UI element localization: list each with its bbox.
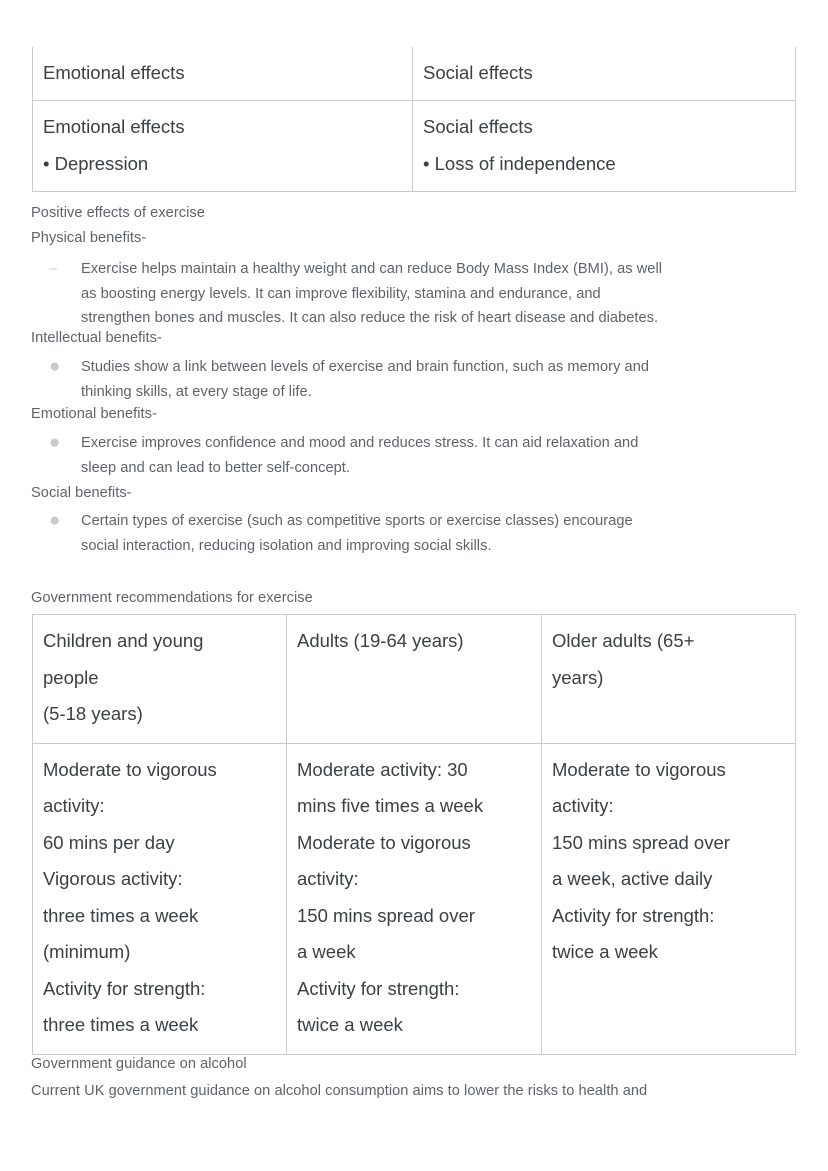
cell-line: • Depression [43,153,149,174]
list-item-line: Studies show a link between levels of exercise and brain function, such as memory and [81,359,650,375]
cell-line: 150 mins spread over [297,904,475,926]
cell-line: Adults (19-64 years) [297,630,464,651]
cell-line: Emotional effects [43,116,185,137]
list-item [49,431,784,480]
list-item [49,509,784,558]
cell-line: • Loss of independence [423,153,616,174]
cell-line: Activity for strength: [297,977,460,999]
cell-line: activity: [43,795,105,816]
social-benefits-label: Social benefits- [31,485,132,501]
list-item-text [81,509,784,558]
list-item-text [81,431,784,480]
table-cell [413,101,796,192]
table-header-row [33,615,796,744]
table-header-cell [287,615,542,744]
effects-of-inactivity-table [32,47,796,192]
list-item-line: sleep and can lead to better self-concept. [81,459,351,476]
cell-line: a week, active daily [552,868,713,889]
table-cell [33,47,413,101]
table-cell [33,743,287,1054]
cell-line: (5-18 years) [43,703,143,724]
cell-line: a week [297,941,356,962]
alcohol-guidance-heading: Government guidance on alcohol [31,1056,247,1072]
table-cell [33,101,413,192]
list-item-line: Exercise improves confidence and mood and reduces stress. It can aid relaxation and [81,435,639,451]
cell-line: Social effects [423,62,533,83]
cell-line: Emotional effects [43,62,185,83]
table-header-cell [33,615,287,744]
table-row [33,743,796,1054]
list-item-line: as boosting energy levels. It can improve flexibility, stamina and endurance, and [81,285,601,302]
cell-line: people [43,666,99,688]
list-item-text [81,257,784,331]
cell-line: 150 mins spread over [552,831,730,853]
cell-line: activity: [297,868,359,889]
cell-line: Moderate to vigorous [43,758,217,780]
emotional-benefits-label: Emotional benefits- [31,406,157,422]
cell-line: Vigorous activity: [43,868,183,889]
cell-line: Older adults (65+ [552,630,695,651]
table-header-cell [542,615,796,744]
cell-line: years) [552,666,604,688]
cell-line: (minimum) [43,941,131,962]
table-cell [287,743,542,1054]
dash-marker-icon: – [49,261,58,277]
list-item-text [81,355,784,404]
gov-recommendations-heading: Government recommendations for exercise [31,590,313,606]
cell-line: 60 mins per day [43,831,175,853]
cell-line: Moderate activity: 30 [297,758,468,780]
intellectual-benefits-label: Intellectual benefits- [31,330,162,346]
table-row [33,47,796,101]
cell-line: Activity for strength: [43,977,206,999]
bullet-dot-icon: ● [49,510,61,531]
table-cell [542,743,796,1054]
cell-line: Children and young [43,630,204,651]
bullet-dot-icon: ● [49,356,61,377]
cell-line: mins five times a week [297,795,484,816]
positive-effects-heading: Positive effects of exercise [31,205,205,221]
list-item-line: Certain types of exercise (such as competitive sports or exercise classes) encourage [81,513,633,529]
table-cell [413,47,796,101]
cell-line: Moderate to vigorous [297,831,471,853]
cell-line: three times a week [43,904,199,926]
list-item [49,355,784,404]
cell-line: twice a week [552,941,658,962]
alcohol-guidance-body: Current UK government guidance on alcohol consumption aims to lower the risks to health and [31,1083,648,1099]
cell-line: twice a week [297,1014,403,1035]
table-row [33,101,796,192]
list-item [49,257,784,331]
list-item-line: strengthen bones and muscles. It can also reduce the risk of heart disease and diabetes. [81,310,659,327]
list-item-line: thinking skills, at every stage of life. [81,383,312,400]
cell-line: Social effects [423,116,533,137]
list-item-line: Exercise helps maintain a healthy weight and can reduce Body Mass Index (BMI), as well [81,261,663,277]
cell-line: Moderate to vigorous [552,758,726,780]
cell-line: three times a week [43,1014,199,1035]
cell-line: Activity for strength: [552,904,715,926]
bullet-dot-icon: ● [49,432,61,453]
list-item-line: social interaction, reducing isolation and improving social skills. [81,537,492,554]
physical-benefits-label: Physical benefits- [31,230,147,246]
cell-line: activity: [552,795,614,816]
government-exercise-recommendations-table [32,614,796,1055]
